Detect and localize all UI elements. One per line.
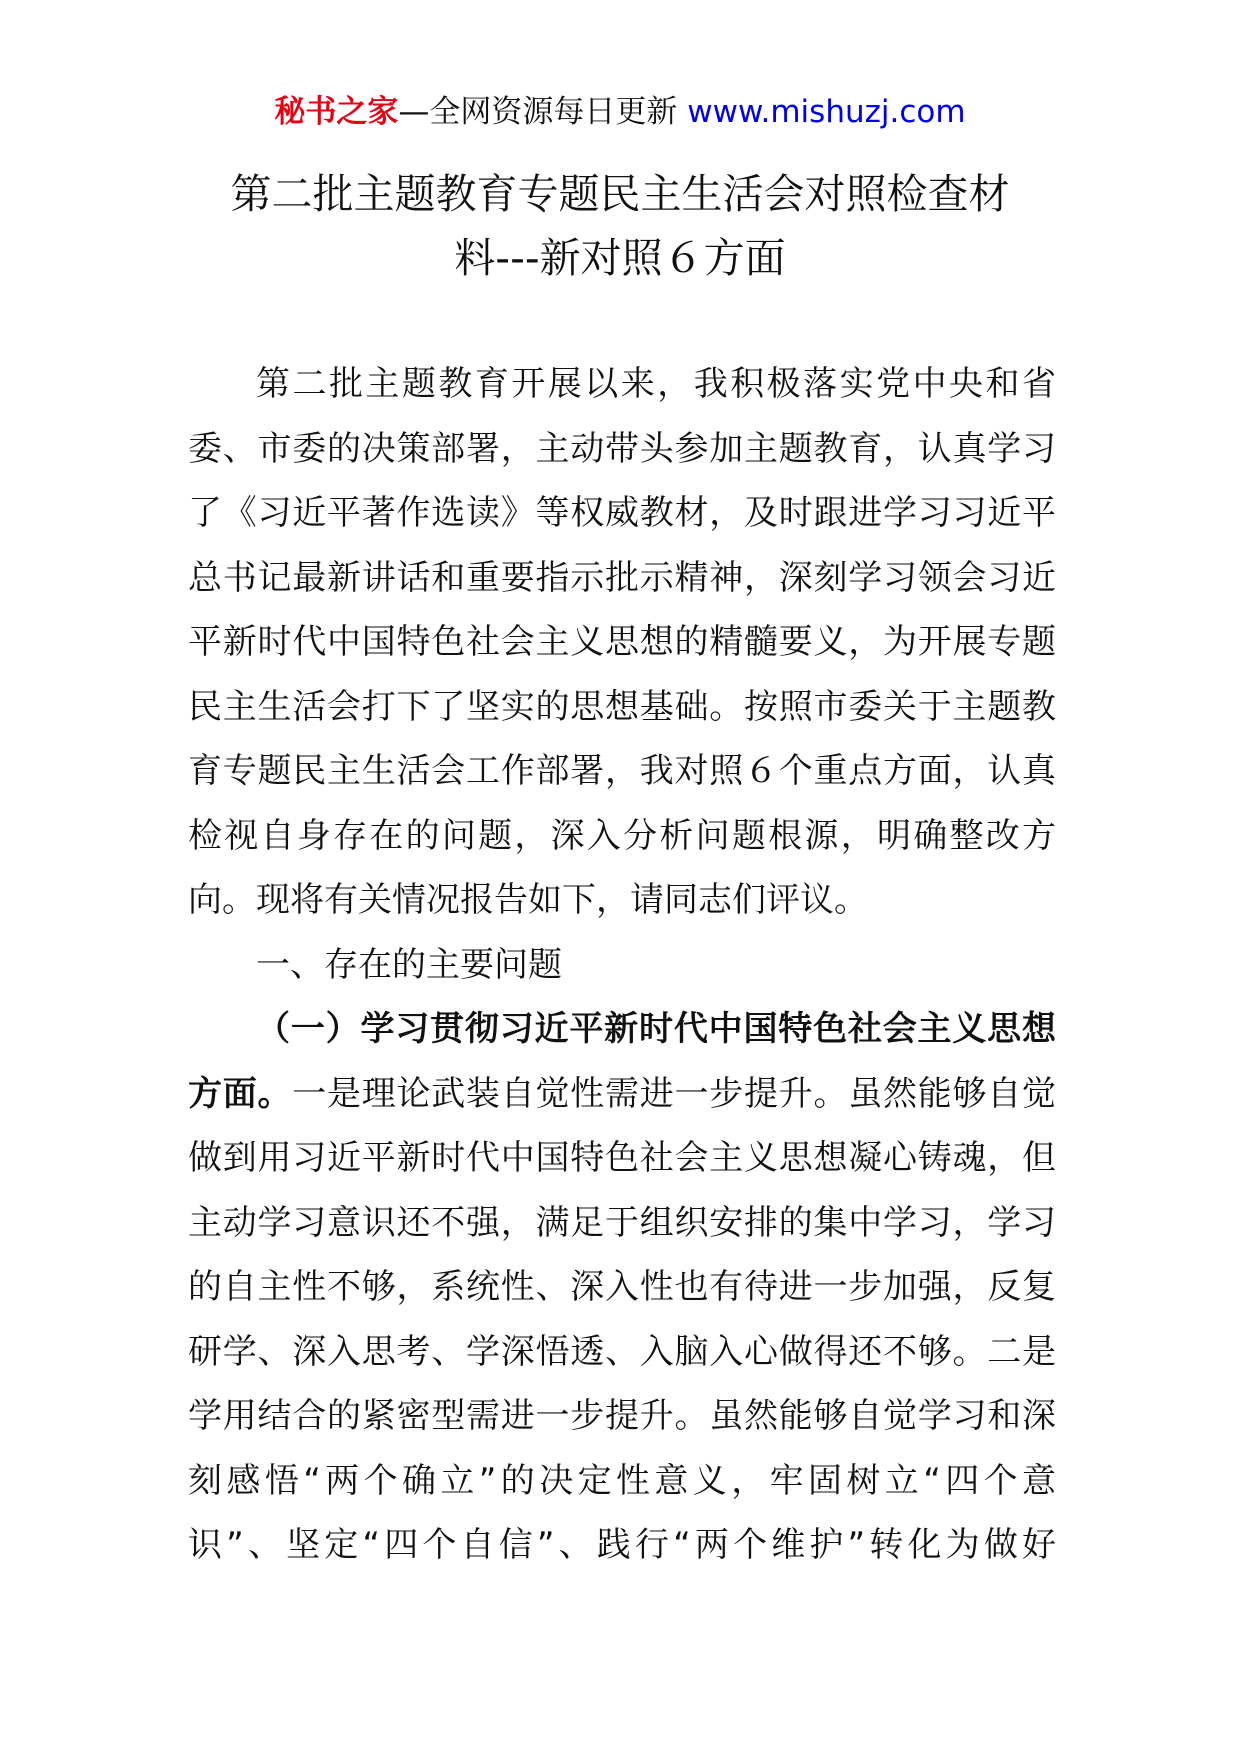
body-line: 向。现将有关情况报告如下，请同志们评议。 (188, 880, 868, 920)
document-body (188, 352, 1056, 1578)
body-line: 第二批主题教育开展以来，我积极落实党中央和省 (256, 364, 1056, 404)
body-line: 平新时代中国特色社会主义思想的精髓要义，为开展专题 (188, 622, 1056, 662)
title-line-1: 第二批主题教育专题民主生活会对照检查材 (230, 170, 1010, 218)
title-line-2: 料---新对照６方面 (454, 234, 786, 282)
body-text: 一是理论武装自觉性需进一步提升。虽然能够自觉 (292, 1073, 1056, 1114)
document-title (0, 162, 1240, 290)
body-line: 了《习近平著作选读》等权威教材，及时跟进学习习近平 (188, 493, 1056, 533)
brand-name: 秘书之家 (274, 94, 399, 130)
section-heading: 一、存在的主要问题 (256, 944, 562, 985)
header-tagline: —全网资源每日更新 (398, 94, 678, 130)
body-line: 检视自身存在的问题，深入分析问题根源，明确整改方 (188, 815, 1056, 856)
body-line: 刻感悟“两个确立”的决定性意义，牢固树立“四个意 (188, 1460, 1056, 1501)
body-line: 学用结合的紧密型需进一步提升。虽然能够自觉学习和深 (188, 1396, 1056, 1436)
subsection-heading-tail: 方面。 (188, 1073, 293, 1114)
body-line: 研学、深入思考、学深悟透、入脑入心做得还不够。二是 (188, 1331, 1056, 1372)
body-line: 育专题民主生活会工作部署，我对照６个重点方面，认真 (188, 751, 1056, 791)
body-line: 主动学习意识还不强，满足于组织安排的集中学习，学习 (188, 1202, 1056, 1243)
body-line: 的自主性不够，系统性、深入性也有待进一步加强，反复 (188, 1267, 1056, 1307)
body-line (188, 1062, 1056, 1127)
body-line: 民主生活会打下了坚实的思想基础。按照市委关于主题教 (188, 686, 1056, 727)
body-line: 识”、坚定“四个自信”、践行“两个维护”转化为做好 (188, 1525, 1056, 1565)
body-line: 总书记最新讲话和重要指示批示精神，深刻学习领会习近 (188, 557, 1056, 598)
body-line: 做到用习近平新时代中国特色社会主义思想凝心铸魂，但 (188, 1138, 1056, 1178)
subsection-heading: （一）学习贯彻习近平新时代中国特色社会主义思想 (256, 1009, 1056, 1049)
body-line: 委、市委的决策部署，主动带头参加主题教育，认真学习 (188, 428, 1056, 469)
site-url-link[interactable]: www.mishuzj.com (687, 94, 966, 130)
header-banner (0, 92, 1240, 132)
